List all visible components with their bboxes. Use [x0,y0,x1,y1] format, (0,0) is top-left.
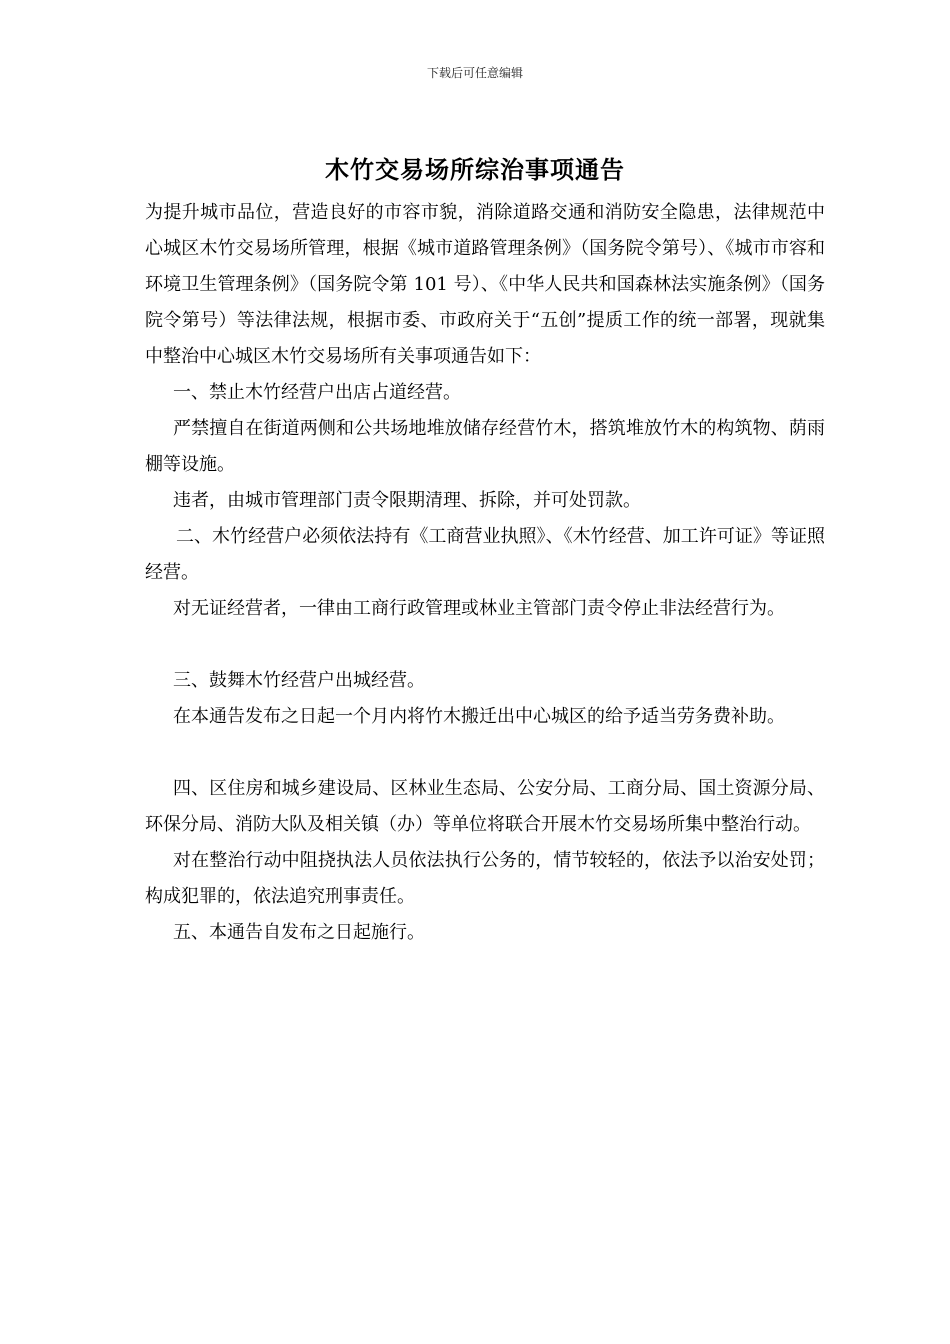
document-body [145,195,825,951]
paragraph-gap [145,735,825,771]
item4-title: 四、区住房和城乡建设局、区林业生态局、公安分局、工商分局、国土资源分局、环保分局、消防大队及相关镇（办）等单位将联合开展木竹交易场所集中整治行动。 [145,778,825,835]
item4-body: 对在整治行动中阻挠执法人员依法执行公务的，情节较轻的，依法予以治安处罚；构成犯罪的，依法追究刑事责任。 [145,850,825,907]
item3-body: 在本通告发布之日起一个月内将竹木搬迁出中心城区的给予适当劳务费补助。 [173,706,785,727]
document-title: 木竹交易场所综治事项通告 [325,155,625,184]
page-header-note: 下载后可任意编辑 [426,66,523,80]
paragraph-gap [145,627,825,663]
item2-title: 二、木竹经营户必须依法持有《工商营业执照》、《木竹经营、加工许可证》等证照经营。 [145,526,825,583]
item3-title: 三、鼓舞木竹经营户出城经营。 [173,670,425,691]
item2-penalty: 对无证经营者，一律由工商行政管理或林业主管部门责令停止非法经营行为。 [173,598,785,619]
item1-body: 严禁擅自在街道两侧和公共场地堆放储存经营竹木，搭筑堆放竹木的构筑物、荫雨棚等设施。 [145,418,825,475]
item5-title: 五、本通告自发布之日起施行。 [173,922,425,943]
item1-penalty: 违者，由城市管理部门责令限期清理、拆除，并可处罚款。 [173,490,641,511]
intro-paragraph: 为提升城市品位，营造良好的市容市貌，消除道路交通和消防安全隐患，法律规范中心城区木竹交易场所管理，根据《城市道路管理条例》（国务院令第号）、《城市市容和环境卫生管理条例》（国务院令第 101 号）、《中华人民共和国森林法实施条例》（国务院令第号）等法律法规，根据市委、市政府关于“五创”提质工作的统一部署，现就集中整治中心城区木竹交易场所有关事项通告如下： [145,202,825,367]
item1-title: 一、禁止木竹经营户出店占道经营。 [173,382,461,403]
